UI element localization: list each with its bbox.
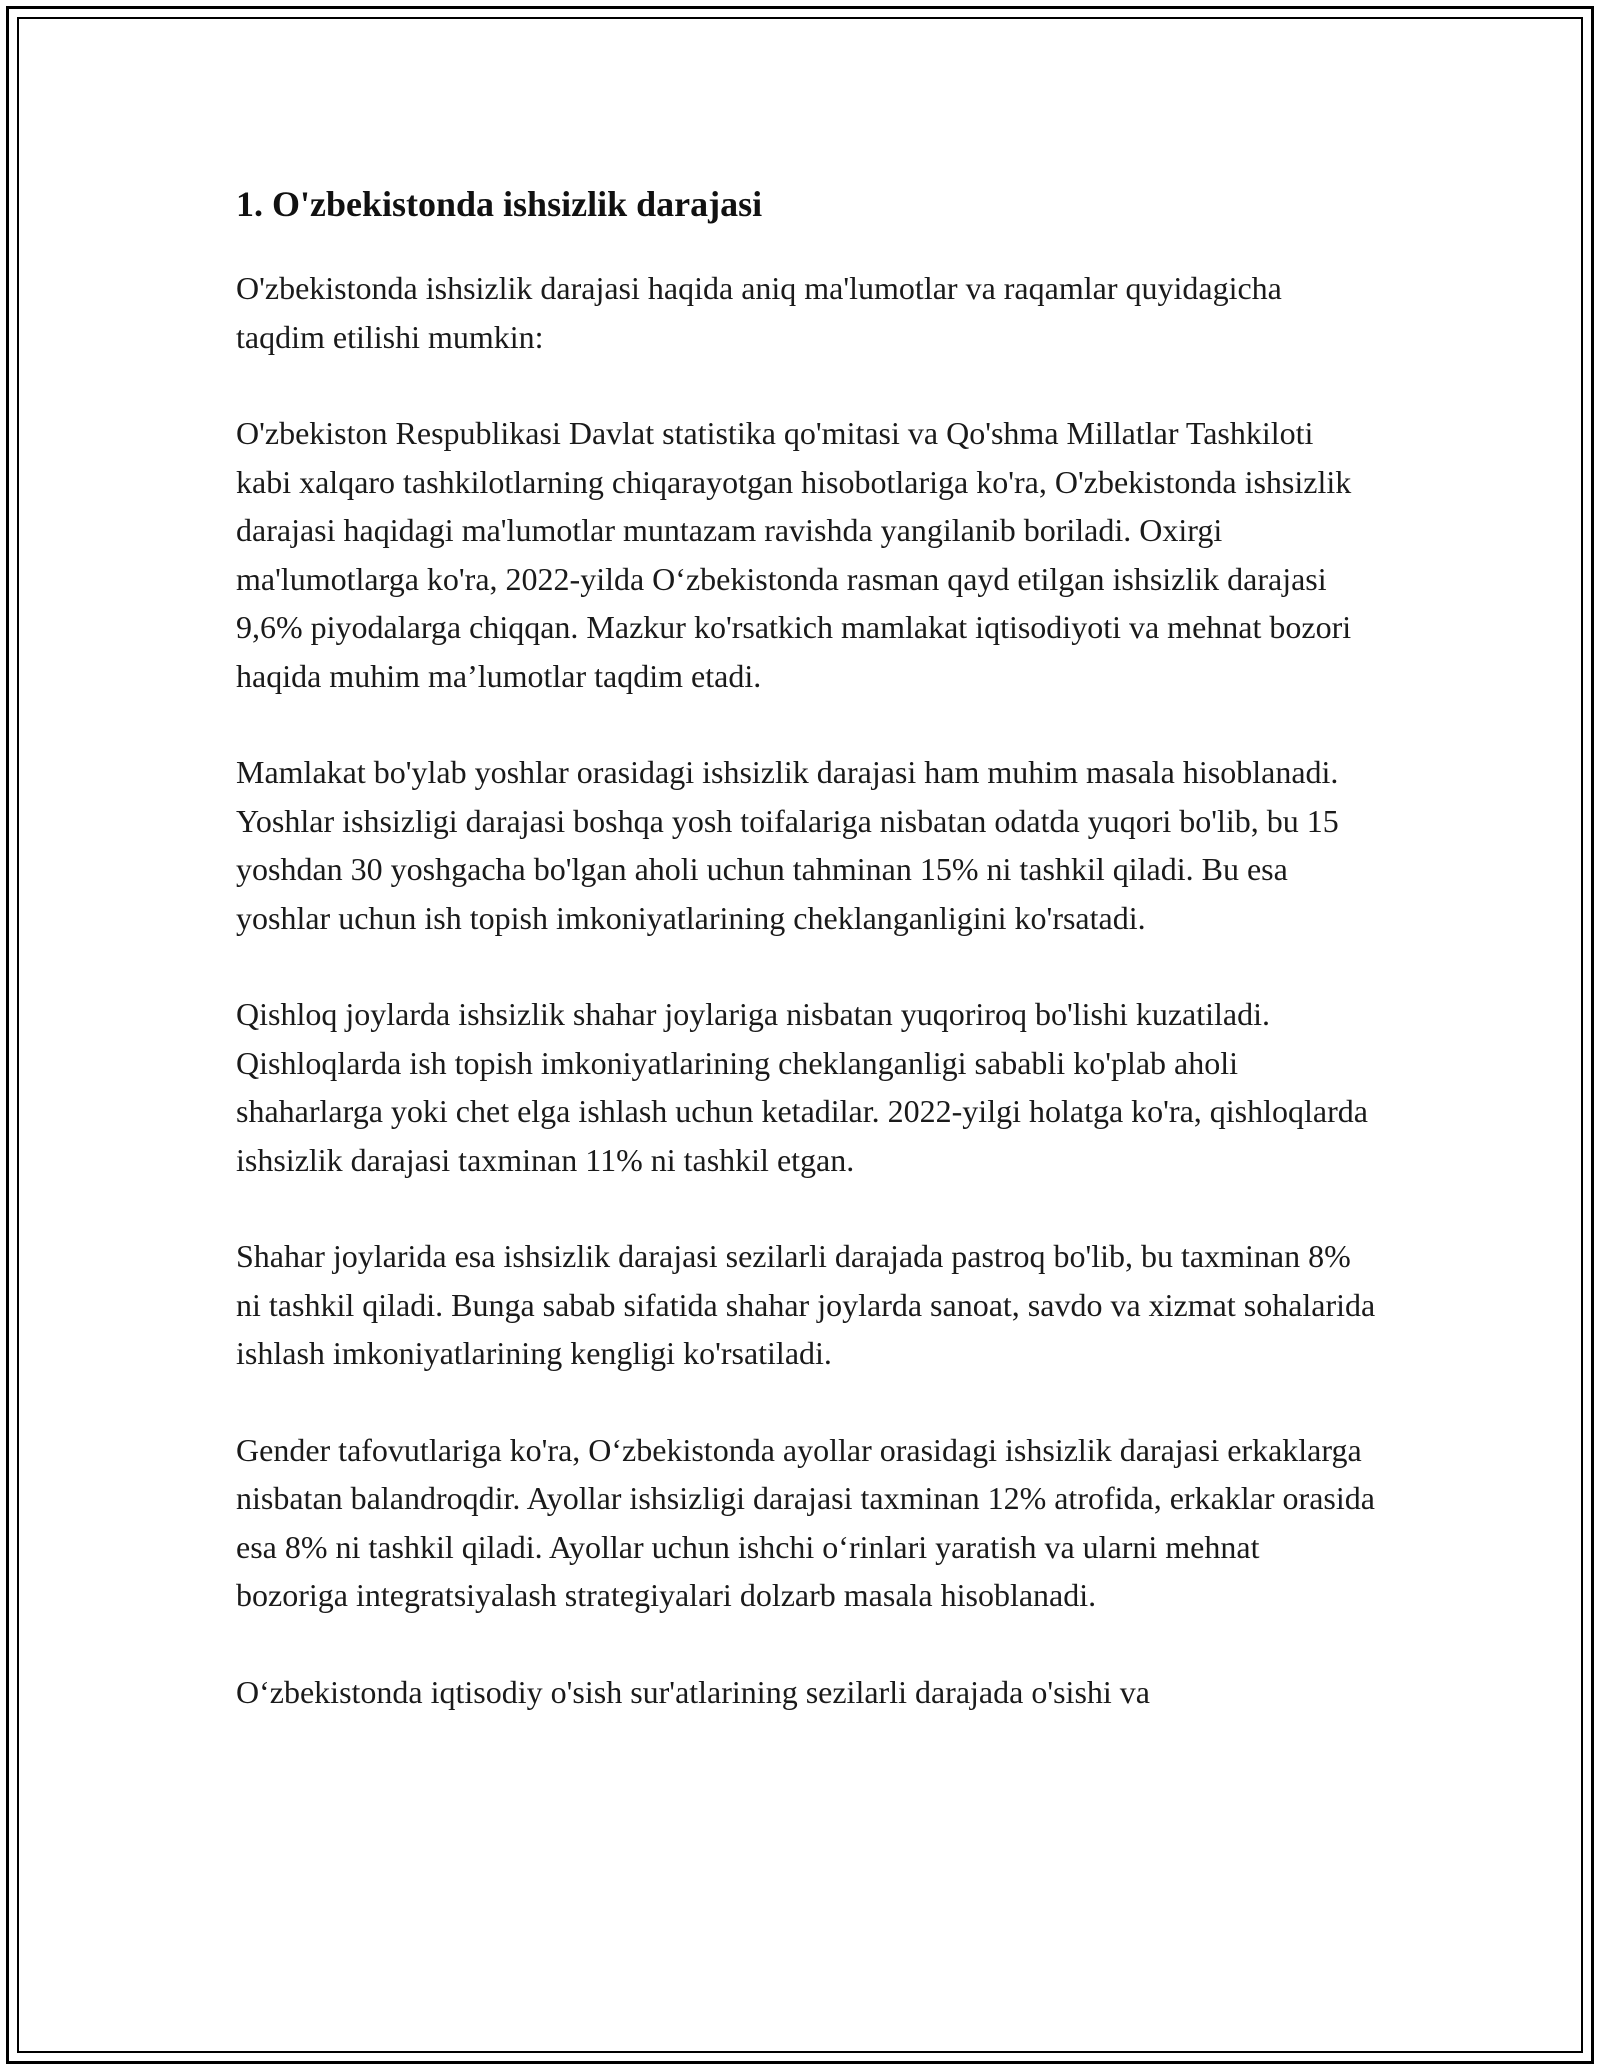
paragraph-urban-unemployment: Shahar joylarida esa ishsizlik darajasi sezilarli darajada pastroq bo'lib, bu taxminan 8% ni tashkil qiladi. Bunga sabab sifatida shahar joylarda sanoat, savdo va xizmat sohalarida ishlash imkoniyatlarining kengligi ko'rsatiladi.: [236, 1238, 1376, 1371]
paragraph-official-rate: O'zbekiston Respublikasi Davlat statistika qo'mitasi va Qo'shma Millatlar Tashkiloti kabi xalqaro tashkilotlarning chiqarayotgan hisobotlariga ko'ra, O'zbekistonda ishsizlik darajasi haqidagi ma'lumotlar muntazam ravishda yangilanib boriladi. Oxirgi ma'lumotlarga ko'ra, 2022-yilda O‘zbekistonda rasman qayd etilgan ishsizlik darajasi 9,6% piyodalarga chiqqan. Mazkur ko'rsatkich mamlakat iqtisodiyoti va mehnat bozori haqida muhim ma’lumotlar taqdim etadi.: [236, 415, 1352, 694]
section-heading: 1. O'zbekistonda ishsizlik darajasi: [236, 184, 763, 224]
document-body: [236, 180, 1376, 1764]
paragraph-intro: O'zbekistonda ishsizlik darajasi haqida aniq ma'lumotlar va raqamlar quyidagicha taqdim etilishi mumkin:: [236, 270, 1282, 355]
paragraph-rural-unemployment: Qishloq joylarda ishsizlik shahar joylariga nisbatan yuqoriroq bo'lishi kuzatiladi. Qishloqlarda ish topish imkoniyatlarining cheklanganligi sababli ko'plab aholi shaharlarga yoki chet elga ishlash uchun ketadilar. 2022-yilgi holatga ko'ra, qishloqlarda ishsizlik darajasi taxminan 11% ni tashkil etgan.: [236, 996, 1368, 1178]
paragraph-economic-growth: O‘zbekistonda iqtisodiy o'sish sur'atlarining sezilarli darajada o'sishi va: [236, 1673, 1150, 1710]
paragraph-youth-unemployment: Mamlakat bo'ylab yoshlar orasidagi ishsizlik darajasi ham muhim masala hisoblanadi. Yoshlar ishsizligi darajasi boshqa yosh toifalariga nisbatan odatda yuqori bo'lib, bu 15 yoshdan 30 yoshgacha bo'lgan aholi uchun tahminan 15% ni tashkil qiladi. Bu esa yoshlar uchun ish topish imkoniyatlarining cheklanganligini ko'rsatadi.: [236, 754, 1339, 936]
paragraph-gender-gap: Gender tafovutlariga ko'ra, O‘zbekistonda ayollar orasidagi ishsizlik darajasi erkaklarga nisbatan balandroqdir. Ayollar ishsizligi darajasi taxminan 12% atrofida, erkaklar orasida esa 8% ni tashkil qiladi. Ayollar uchun ishchi o‘rinlari yaratish va ularni mehnat bozoriga integratsiyalash strategiyalari dolzarb masala hisoblanadi.: [236, 1431, 1375, 1613]
